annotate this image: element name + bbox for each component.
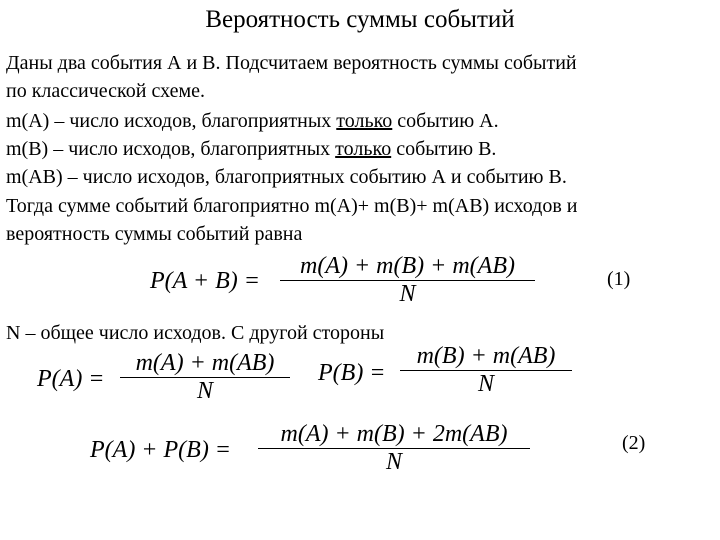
text-segment: m(B) – число исходов, благоприятных	[6, 138, 336, 160]
text-line-6: Тогда сумме событий благоприятно m(A)+ m(B)+ m(AB) исходов и	[6, 195, 578, 217]
formula-4-lhs: P(A) + P(B) =	[90, 437, 231, 463]
underlined-word: только	[336, 110, 393, 132]
page-title: Вероятность суммы событий	[205, 6, 515, 33]
formula-3-lhs: P(B) =	[318, 360, 386, 386]
text-line-4	[6, 138, 496, 161]
formula-2-denominator: N	[120, 377, 290, 405]
underlined-word: только	[335, 138, 392, 160]
equation-number-1: (1)	[607, 268, 631, 290]
text-line-3	[6, 110, 499, 133]
equation-number-2: (2)	[622, 432, 646, 454]
text-segment: m(A) – число исходов, благоприятных	[6, 110, 337, 132]
formula-1-numerator: m(A) + m(B) + m(AB)	[300, 253, 515, 279]
formula-2-lhs: P(A) =	[37, 366, 105, 392]
formula-2-numerator: m(A) + m(AB)	[135, 350, 275, 376]
formula-1-lhs: P(A + B) =	[150, 268, 260, 294]
text-line-1: Даны два события А и В. Подсчитаем вероятность суммы событий	[6, 52, 577, 74]
text-line-5: m(AB) – число исходов, благоприятных событию А и событию В.	[6, 166, 567, 188]
text-segment: событию А.	[392, 110, 499, 132]
formula-3-fraction	[400, 343, 572, 398]
text-line-2: по классической схеме.	[6, 80, 205, 102]
formula-2-fraction	[120, 350, 290, 405]
formula-3-denominator: N	[400, 370, 572, 398]
text-line-8: N – общее число исходов. С другой стороны	[6, 322, 385, 344]
formula-1-denominator: N	[280, 280, 535, 308]
formula-4-fraction	[258, 421, 530, 476]
formula-4-numerator: m(A) + m(B) + 2m(AB)	[280, 421, 508, 447]
formula-4-denominator: N	[258, 448, 530, 476]
text-line-7: вероятность суммы событий равна	[6, 223, 303, 245]
text-segment: событию В.	[391, 138, 497, 160]
formula-1-fraction	[280, 253, 535, 308]
formula-3-numerator: m(B) + m(AB)	[416, 343, 556, 369]
